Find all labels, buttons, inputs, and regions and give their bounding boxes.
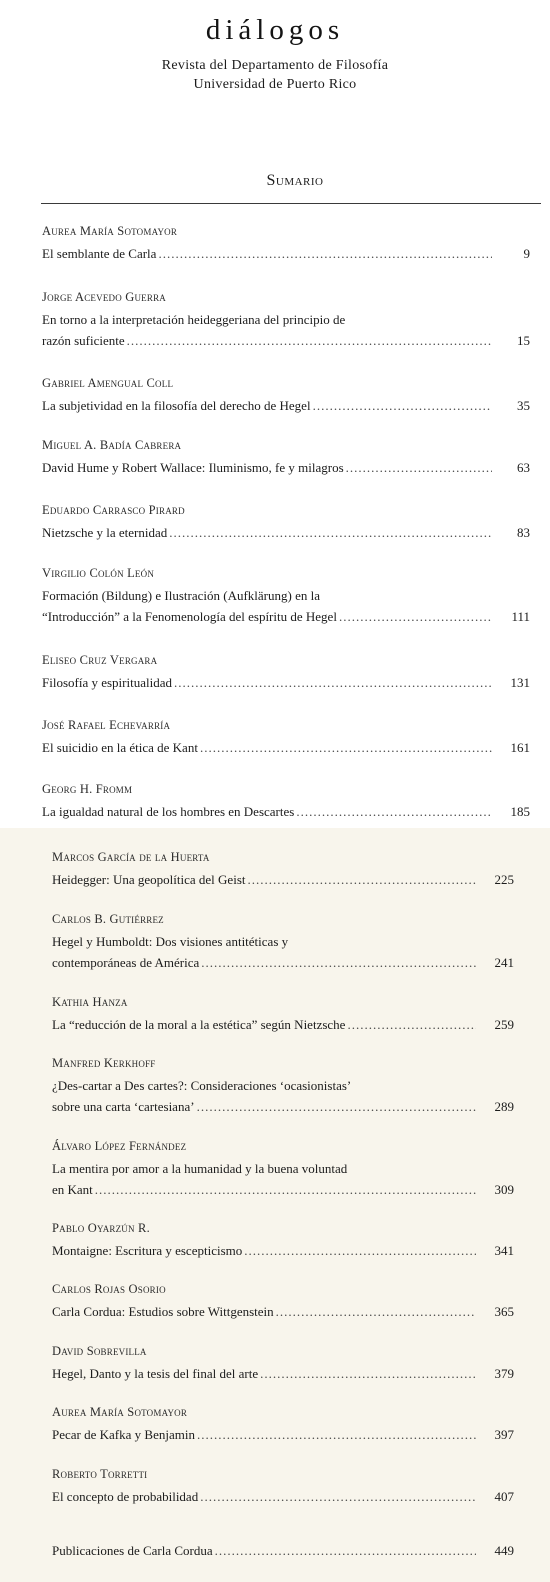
page-number: 397 [494,1427,514,1442]
entry-title-last-line [52,1301,514,1322]
entry-author: Miguel A. Badía Cabrera [42,438,182,452]
dot-leader [200,737,492,758]
page-number: 241 [494,955,514,970]
journal-subtitle: Revista del Departamento de Filosofía [161,58,389,73]
dot-leader [347,1014,476,1035]
page-number: 185 [510,804,530,819]
entry-title-last-line [52,952,514,973]
page-number: 63 [517,460,530,475]
entry-title-text: Nietzsche y la eternidad [42,525,168,540]
page-number: 259 [494,1017,514,1032]
entry-title-text: Heidegger: Una geopolítica del Geist [52,872,246,887]
entry-author: Eliseo Cruz Vergara [42,653,158,667]
toc-entry[interactable] [42,653,530,693]
entry-title-last-line [42,330,530,351]
entry-title-text: razón suficiente [42,333,125,348]
dot-leader [215,1540,476,1561]
dot-leader [339,606,492,627]
entry-title-line: La mentira por amor a la humanidad y la buena voluntad [52,1161,348,1176]
toc-entry[interactable] [52,1221,514,1261]
entry-author: Manfred Kerkhoff [52,1056,156,1070]
page-number: 365 [494,1304,514,1319]
toc-entry[interactable] [52,1282,514,1322]
entry-title-text: Hegel, Danto y la tesis del final del arte [52,1366,259,1381]
entry-author: Aurea María Sotomayor [52,1405,188,1419]
toc-entry[interactable] [52,1056,514,1117]
dot-leader [197,1096,476,1117]
entry-title-last-line [52,1240,514,1261]
entry-title-text: “Introducción” a la Fenomenología del espíritu de Hegel [42,609,337,624]
journal-title: diálogos [205,14,345,46]
toc-entry[interactable] [52,1467,514,1507]
entry-author: Pablo Oyarzún R. [52,1221,150,1235]
entry-title-last-line [42,672,530,693]
page-number: 131 [510,675,530,690]
entry-title-line: ¿Des-cartar a Des cartes?: Consideraciones ‘ocasionistas’ [52,1078,352,1093]
page-number: 449 [494,1543,514,1558]
journal-institution: Universidad de Puerto Rico [193,77,357,92]
entry-title-last-line [42,243,530,264]
toc-entry[interactable] [52,995,514,1035]
entry-title-text: El semblante de Carla [42,246,157,261]
toc-entry[interactable] [52,1540,514,1561]
dot-leader [200,1486,476,1507]
entry-title-last-line [52,1014,514,1035]
entry-author: Eduardo Carrasco Pirard [42,503,185,517]
page-number: 407 [494,1489,514,1504]
entry-title-text: David Hume y Robert Wallace: Iluminismo, fe y milagros [42,460,344,475]
entry-title-last-line [42,522,530,543]
page-number: 35 [517,398,530,413]
page-number: 9 [523,246,530,261]
entry-title-last-line [52,1179,514,1200]
entry-title-text: La subjetividad en la filosofía del derecho de Hegel [42,398,311,413]
dot-leader [174,672,492,693]
dot-leader [248,869,477,890]
entry-author: Carlos B. Gutiérrez [52,912,164,926]
entry-author: Marcos García de la Huerta [52,850,210,864]
dot-leader [276,1301,476,1322]
entry-title-last-line [52,1363,514,1384]
entry-title-last-line [52,1424,514,1445]
page-number: 83 [517,525,530,540]
toc-entry[interactable] [52,1139,514,1200]
page-number: 379 [494,1366,514,1381]
entry-title-text: Filosofía y espiritualidad [42,675,172,690]
toc-entry[interactable] [42,224,530,264]
toc-entry[interactable] [42,566,530,627]
dot-leader [197,1424,476,1445]
entry-author: Carlos Rojas Osorio [52,1282,166,1296]
entry-title-last-line [42,801,530,822]
dot-leader [296,801,492,822]
entry-author: David Sobrevilla [52,1344,147,1358]
page-number: 161 [510,740,530,755]
entry-title-line: En torno a la interpretación heideggeriana del principio de [42,312,346,327]
entry-author: José Rafael Echevarría [42,718,171,732]
entry-title-last-line [52,1486,514,1507]
entry-title-text: en Kant [52,1182,93,1197]
entry-author: Kathia Hanza [52,995,128,1009]
dot-leader [158,243,492,264]
entry-title-text: La igualdad natural de los hombres en Descartes [42,804,295,819]
dot-leader [313,395,492,416]
entry-author: Virgilio Colón León [42,566,155,580]
entry-title-line: Formación (Bildung) e Ilustración (Aufklärung) en la [42,588,320,603]
entry-title-last-line [52,1540,514,1561]
toc-entry[interactable] [52,1344,514,1384]
toc-entry[interactable] [42,376,530,416]
entry-title-last-line [42,457,530,478]
entry-title-text: El concepto de probabilidad [52,1489,199,1504]
toc-entry[interactable] [52,1405,514,1445]
entry-author: Álvaro López Fernández [52,1139,187,1153]
page-number: 15 [517,333,530,348]
toc-entry[interactable] [42,782,530,822]
entry-author: Georg H. Fromm [42,782,133,796]
toc-entry[interactable] [42,718,530,758]
entry-author: Aurea María Sotomayor [42,224,178,238]
entry-title-text: sobre una carta ‘cartesiana’ [52,1099,195,1114]
entry-author: Roberto Torretti [52,1467,148,1481]
page-number: 341 [494,1243,514,1258]
entry-title-last-line [52,869,514,890]
entry-author: Gabriel Amengual Coll [42,376,174,390]
toc-entry[interactable] [52,912,514,973]
page-number: 289 [494,1099,514,1114]
entry-title-text: Carla Cordua: Estudios sobre Wittgenstein [52,1304,274,1319]
toc-entry[interactable] [52,850,514,890]
section-divider [41,203,541,204]
dot-leader [127,330,492,351]
section-title: Sumario [266,172,324,189]
page-number: 309 [494,1182,514,1197]
toc-entry[interactable] [42,290,530,351]
dot-leader [95,1179,476,1200]
entry-title-last-line [42,737,530,758]
dot-leader [244,1240,476,1261]
entry-title-last-line [42,395,530,416]
dot-leader [346,457,492,478]
page-number: 111 [511,609,530,624]
entry-title-text: Montaigne: Escritura y escepticismo [52,1243,243,1258]
entry-author: Jorge Acevedo Guerra [42,290,166,304]
entry-title-last-line [52,1096,514,1117]
entry-title-text: Publicaciones de Carla Cordua [52,1543,213,1558]
dot-leader [169,522,492,543]
entry-title-text: El suicidio en la ética de Kant [42,740,198,755]
entry-title-text: Pecar de Kafka y Benjamin [52,1427,195,1442]
entry-title-last-line [42,606,530,627]
toc-entry[interactable] [42,503,530,543]
page-number: 225 [494,872,514,887]
dot-leader [201,952,476,973]
entry-title-text: La “reducción de la moral a la estética” según Nietzsche [52,1017,346,1032]
toc-entry[interactable] [42,438,530,478]
entry-title-text: contemporáneas de América [52,955,200,970]
dot-leader [260,1363,476,1384]
entry-title-line: Hegel y Humboldt: Dos visiones antitéticas y [52,934,289,949]
